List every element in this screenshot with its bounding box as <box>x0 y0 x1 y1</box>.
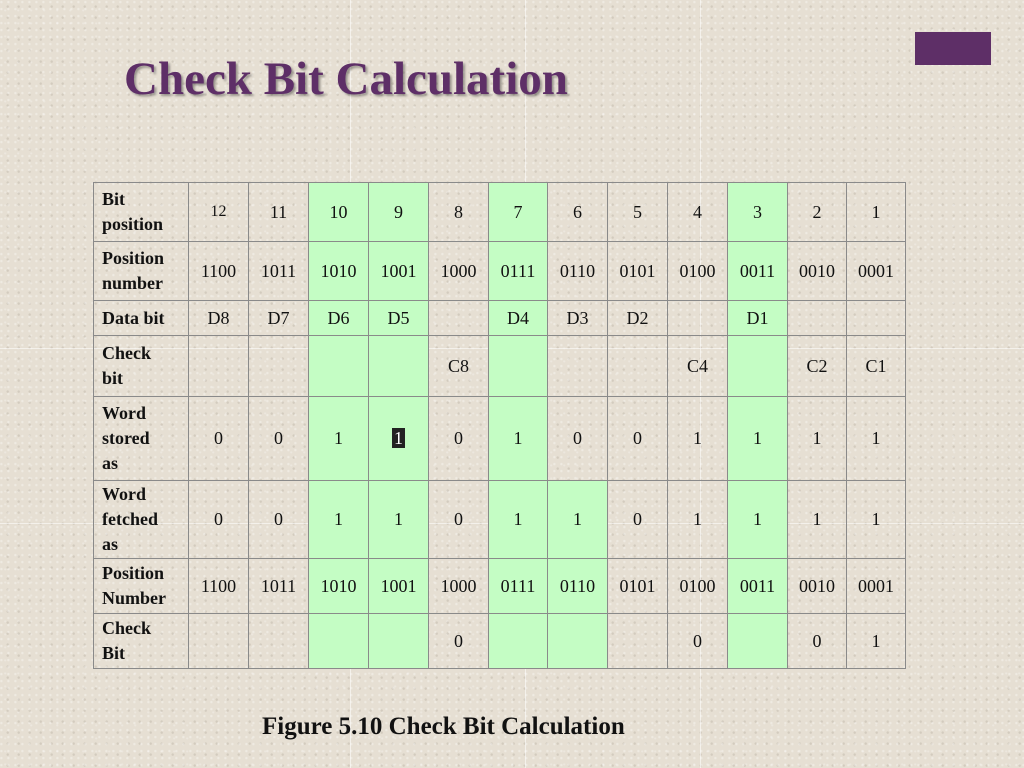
row-label-line: Position <box>102 563 165 583</box>
table-cell: 1010 <box>309 242 369 301</box>
table-cell: 1011 <box>249 559 309 614</box>
table-cell: 0011 <box>728 242 788 301</box>
row-label-line: Check <box>102 618 151 638</box>
row-label-line: stored <box>102 428 150 448</box>
table-cell: 1 <box>788 397 847 481</box>
table-cell <box>847 301 906 336</box>
table-cell: 1 <box>548 481 608 559</box>
table-cell: 0 <box>249 397 309 481</box>
table-cell: D6 <box>309 301 369 336</box>
table-cell: 1100 <box>189 242 249 301</box>
row-label-line: Bit <box>102 189 126 209</box>
table-cell: 1001 <box>369 559 429 614</box>
row-label-line: Position <box>102 248 165 268</box>
table-cell: 1010 <box>309 559 369 614</box>
table-cell: C2 <box>788 336 847 397</box>
check-bit-table <box>93 182 906 669</box>
table-cell <box>728 336 788 397</box>
table-cell: D5 <box>369 301 429 336</box>
table-cell: 0101 <box>608 559 668 614</box>
table-cell <box>608 336 668 397</box>
table-cell <box>728 614 788 669</box>
table-cell: 0001 <box>847 242 906 301</box>
table-row <box>94 242 906 301</box>
row-label-line: Word <box>102 484 147 504</box>
table-cell: D7 <box>249 301 309 336</box>
table-cell: 0001 <box>847 559 906 614</box>
table-cell <box>489 614 548 669</box>
row-label <box>94 183 189 242</box>
table-cell: 0 <box>189 397 249 481</box>
table-cell: 1 <box>668 481 728 559</box>
table-cell: 0111 <box>489 559 548 614</box>
row-label <box>94 336 189 397</box>
table-cell: 8 <box>429 183 489 242</box>
table-cell: 0 <box>788 614 847 669</box>
table-cell: 1 <box>309 397 369 481</box>
table-cell <box>489 336 548 397</box>
table-cell: 0 <box>668 614 728 669</box>
table-cell: C1 <box>847 336 906 397</box>
table-cell: D3 <box>548 301 608 336</box>
table-cell: 0111 <box>489 242 548 301</box>
row-label <box>94 559 189 614</box>
table-cell: 1 <box>369 481 429 559</box>
table-cell: 3 <box>728 183 788 242</box>
row-label <box>94 481 189 559</box>
table-cell <box>369 397 429 481</box>
table-cell: 1 <box>728 481 788 559</box>
table-cell <box>369 336 429 397</box>
table-row <box>94 301 906 336</box>
table-cell <box>309 614 369 669</box>
table-cell: 1 <box>847 397 906 481</box>
table-cell: 9 <box>369 183 429 242</box>
table-cell <box>548 336 608 397</box>
table-cell: 1 <box>728 397 788 481</box>
table-cell: D2 <box>608 301 668 336</box>
table-cell: D8 <box>189 301 249 336</box>
table-cell: 0011 <box>728 559 788 614</box>
table-row <box>94 614 906 669</box>
row-label-line: Word <box>102 403 147 423</box>
table-cell: 1000 <box>429 242 489 301</box>
table-cell: 1 <box>847 183 906 242</box>
table-cell <box>429 301 489 336</box>
table-row <box>94 559 906 614</box>
row-label-line: Check <box>102 343 151 363</box>
selected-cell-value[interactable]: 1 <box>394 428 403 448</box>
table-cell: 0101 <box>608 242 668 301</box>
table-cell <box>668 301 728 336</box>
table-cell: 0100 <box>668 242 728 301</box>
table-cell: 1 <box>788 481 847 559</box>
table-cell: 1011 <box>249 242 309 301</box>
row-label-line: position <box>102 214 164 234</box>
table-cell: D4 <box>489 301 548 336</box>
table-cell: 0110 <box>548 242 608 301</box>
row-label-line: Number <box>102 588 166 608</box>
figure-caption: Figure 5.10 Check Bit Calculation <box>262 713 625 740</box>
table-cell: 0 <box>249 481 309 559</box>
table-cell: 10 <box>309 183 369 242</box>
table-cell: 0110 <box>548 559 608 614</box>
table-cell: 0010 <box>788 242 847 301</box>
table-cell: 0010 <box>788 559 847 614</box>
table-cell <box>189 614 249 669</box>
table-row <box>94 183 906 242</box>
table-cell: 1 <box>668 397 728 481</box>
table-row <box>94 481 906 559</box>
table-cell <box>608 614 668 669</box>
table-cell: 5 <box>608 183 668 242</box>
table-row <box>94 397 906 481</box>
table-cell: 2 <box>788 183 847 242</box>
table-cell: 6 <box>548 183 608 242</box>
table-cell: C8 <box>429 336 489 397</box>
table-cell: 1 <box>489 397 548 481</box>
corner-accent-box <box>915 32 991 65</box>
table-cell: 1100 <box>189 559 249 614</box>
table-cell: 0 <box>548 397 608 481</box>
row-label-line: Data bit <box>102 307 165 328</box>
slide-title: Check Bit Calculation <box>124 53 568 105</box>
table-cell: C4 <box>668 336 728 397</box>
table-cell: 0 <box>429 397 489 481</box>
row-label-line: as <box>102 453 119 473</box>
table-cell: 7 <box>489 183 548 242</box>
table-cell: 1 <box>847 481 906 559</box>
table-cell: 0100 <box>668 559 728 614</box>
table-cell <box>309 336 369 397</box>
table-cell <box>788 301 847 336</box>
row-label-line: Bit <box>102 643 126 663</box>
row-label <box>94 242 189 301</box>
table-cell <box>249 336 309 397</box>
table-cell: 0 <box>429 614 489 669</box>
table-cell: 1 <box>489 481 548 559</box>
row-label-line: as <box>102 534 119 554</box>
table-cell: 1 <box>847 614 906 669</box>
row-label-line: number <box>102 273 164 293</box>
row-label-line: fetched <box>102 509 158 529</box>
row-label <box>94 397 189 481</box>
table-cell <box>249 614 309 669</box>
table-cell <box>189 336 249 397</box>
row-label <box>94 614 189 669</box>
table-cell: 1000 <box>429 559 489 614</box>
table-cell: 1 <box>309 481 369 559</box>
table-cell: 0 <box>189 481 249 559</box>
table-cell: 0 <box>608 481 668 559</box>
table-row <box>94 336 906 397</box>
table-cell: 4 <box>668 183 728 242</box>
table-cell: D1 <box>728 301 788 336</box>
table-cell: 11 <box>249 183 309 242</box>
row-label-line: bit <box>102 368 124 388</box>
table-cell: 0 <box>608 397 668 481</box>
table-cell <box>548 614 608 669</box>
table-cell: 12 <box>189 183 249 242</box>
table-cell <box>369 614 429 669</box>
row-label <box>94 301 189 336</box>
table-cell: 0 <box>429 481 489 559</box>
table-cell: 1001 <box>369 242 429 301</box>
